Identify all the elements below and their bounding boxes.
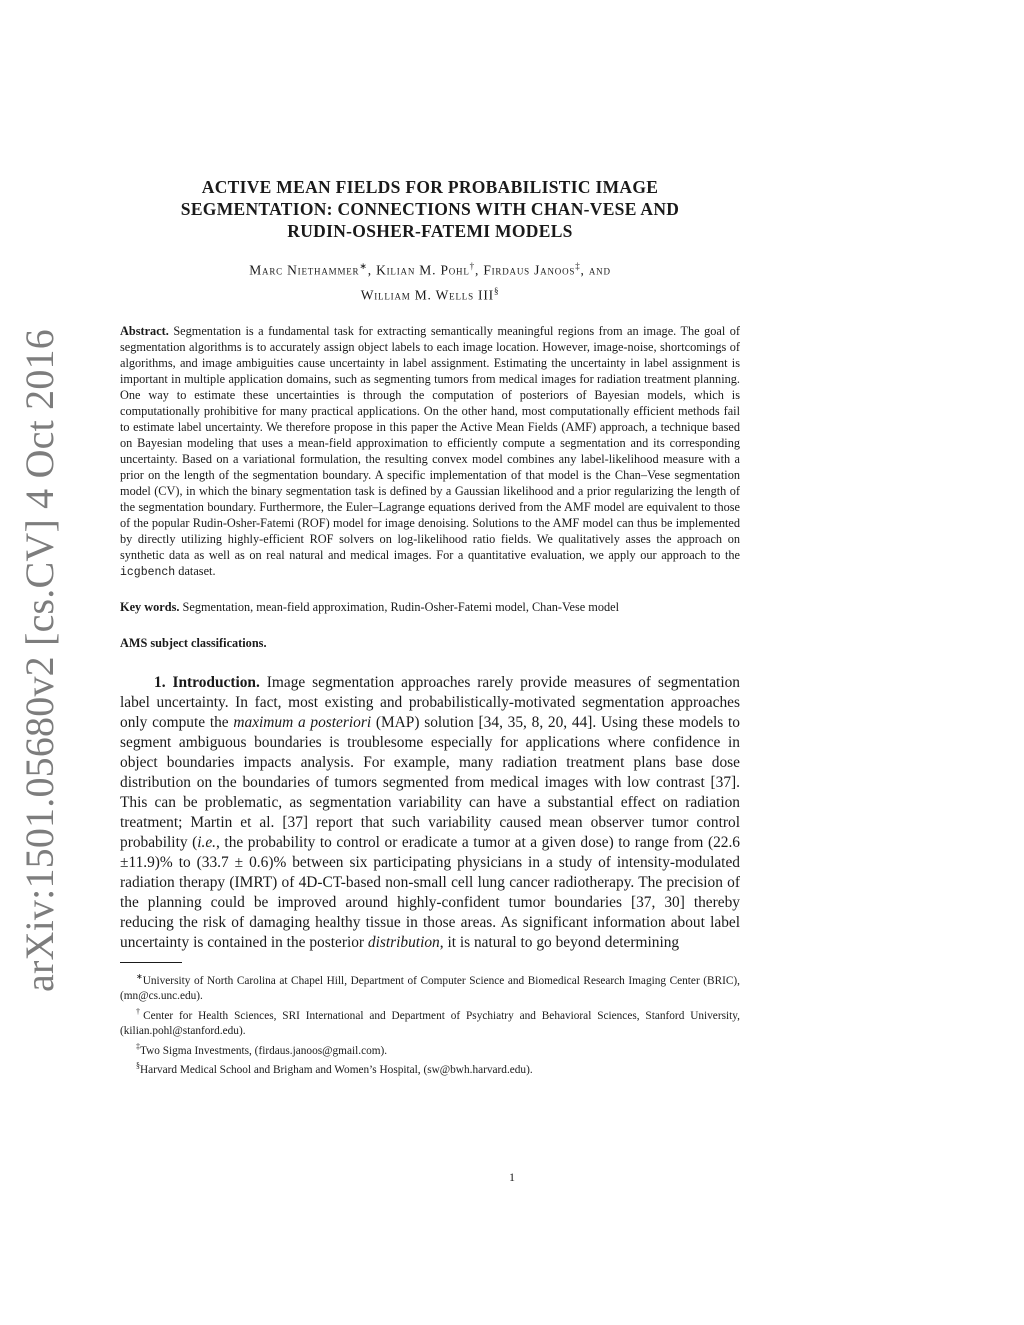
footnote-mark: ‡: [136, 1041, 140, 1051]
abstract-text-end: dataset.: [178, 564, 216, 578]
footnote-mark: †: [136, 1006, 144, 1016]
author-line-1: [120, 256, 740, 281]
author-mark-3: ‡: [575, 261, 581, 271]
abstract: [120, 323, 740, 581]
introduction-section: [120, 673, 740, 953]
intro-italic-distribution: distribution: [367, 934, 440, 951]
footnote-text: University of North Carolina at Chapel Hill, Department of Computer Science and Biomedical Research Imaging Center (BRIC), (mn@cs.unc.edu).: [120, 974, 740, 1002]
arxiv-sidebar: [14, 328, 64, 992]
title-line-1: ACTIVE MEAN FIELDS FOR PROBABILISTIC IMAGE: [201, 177, 659, 197]
intro-text-2: (MAP) solution [34, 35, 8, 20, 44]. Using these models to segment ambiguous boundaries is troublesome especially for applications where confidence in object boundaries impacts analysis. For example, many radiation treatment plans base dose distribution on the boundaries of tumors segmented from medical images with low contrast [37]. This can be problematic, as segmentation variability can have a substantial effect on radiation treatment; Martin et al. [37] report that such variability caused mean observer tumor control probability (: [120, 714, 741, 851]
intro-text-4: , it is natural to go beyond determining: [439, 934, 680, 951]
intro-italic-map: maximum a posteriori: [233, 714, 372, 731]
author-mark-1: ∗: [359, 261, 368, 271]
title-line-3: RUDIN-OSHER-FATEMI MODELS: [287, 221, 573, 241]
intro-italic-ie: i.e.: [197, 834, 217, 851]
paper-title: [120, 176, 740, 242]
footnote: [120, 969, 740, 1004]
keywords: [120, 599, 740, 615]
footnotes: [120, 969, 740, 1078]
footnote-text: Harvard Medical School and Brigham and Women’s Hospital, (sw@bwh.harvard.edu).: [140, 1064, 533, 1077]
author-separator: ,: [474, 262, 484, 278]
author-janoos: Firdaus Janoos: [483, 262, 576, 278]
keywords-label: Key words.: [120, 600, 180, 614]
title-line-2: SEGMENTATION: CONNECTIONS WITH CHAN-VESE AND: [180, 199, 680, 219]
abstract-label: Abstract.: [120, 324, 169, 338]
author-and: , and: [580, 262, 611, 278]
footnote: [120, 1039, 740, 1059]
author-list: [120, 256, 740, 305]
author-separator: ,: [367, 262, 377, 278]
intro-text-1: Image segmentation approaches rarely provide measures of segmentation label uncertainty. In fact, most existing and probabilistically-motivated segmentation approaches only compute the: [120, 674, 740, 731]
author-mark-2: †: [469, 261, 475, 271]
footnote: [120, 1058, 740, 1078]
ams-classifications: [120, 635, 740, 651]
footnote: [120, 1004, 740, 1039]
ams-label: AMS subject classifications.: [120, 636, 267, 650]
paper-page: [120, 176, 740, 1078]
author-pohl: Kilian M. Pohl: [376, 262, 470, 278]
section-heading: 1. Introduction.: [154, 674, 260, 691]
footnote-mark: §: [136, 1061, 140, 1071]
footnote-text: Center for Health Sciences, SRI International and Department of Psychiatry and Behavioral Sciences, Stanford University, (kilian.pohl@stanford.edu).: [120, 1009, 740, 1037]
intro-text-3: , the probability to control or eradicate a tumor at a given dose) to range from (22.6 ±11.9)% to (33.7 ± 0.6)% between six participating physicians in a study of intensity-modulated radiation therapy (IMRT) of 4D-CT-based non-small cell lung cancer radiotherapy. The precision of the planning could be improved around highly-confident tumor boundaries [37, 30] thereby reducing the risk of damaging healthy tissue in those areas. As significant information about label uncertainty is contained in the posterior: [120, 834, 740, 951]
footnote-text: Two Sigma Investments, (firdaus.janoos@gmail.com).: [140, 1044, 388, 1057]
footnote-rule: [120, 962, 182, 963]
author-line-2: [120, 281, 740, 306]
arxiv-identifier: arXiv:1501.05680v2 [cs.CV] 4 Oct 2016: [16, 328, 62, 992]
author-wells: William M. Wells III: [360, 287, 494, 302]
footnote-mark: ∗: [136, 972, 143, 981]
dataset-name: icgbench: [120, 566, 176, 579]
abstract-text: Segmentation is a fundamental task for extracting semantically meaningful regions from an image. The goal of segmentation algorithms is to accurately assign object labels to each image location. However, image-noise, shortcomings of algorithms, and image ambiguities cause uncertainty in label assignment. Estimating the uncertainty in label assignment is important in multiple application domains, such as segmenting tumors from medical images for radiation treatment planning. One way to estimate these uncertainties is through the computation of posteriors of Bayesian models, which is computationally prohibitive for many practical applications. On the other hand, most computationally efficient methods fail to estimate label uncertainty. We therefore propose in this paper the Active Mean Fields (AMF) approach, a technique based on Bayesian modeling that uses a mean-field approximation to efficiently compute a segmentation and its corresponding uncertainty. Based on a variational formulation, the resulting convex model combines any label-likelihood measure with a prior on the length of the segmentation boundary. A specific implementation of that model is the Chan–Vese segmentation model (CV), in which the binary segmentation task is defined by a Gaussian likelihood and a prior regularizing the length of the segmentation boundary. Furthermore, the Euler–Lagrange equations derived from the AMF model are equivalent to those of the popular Rudin-Osher-Fatemi (ROF) model for image denoising. Solutions to the AMF model can thus be implemented by directly utilizing highly-efficient ROF solvers on log-likelihood ratio fields. We qualitatively asses the approach on synthetic data as well as on real natural and medical images. For a quantitative evaluation, we apply our approach to the: [120, 324, 741, 562]
page-number: 1: [509, 1170, 515, 1184]
author-niethammer: Marc Niethammer: [249, 262, 360, 278]
author-mark-4: §: [493, 285, 500, 296]
keywords-text: Segmentation, mean-field approximation, Rudin-Osher-Fatemi model, Chan-Vese model: [182, 600, 620, 614]
